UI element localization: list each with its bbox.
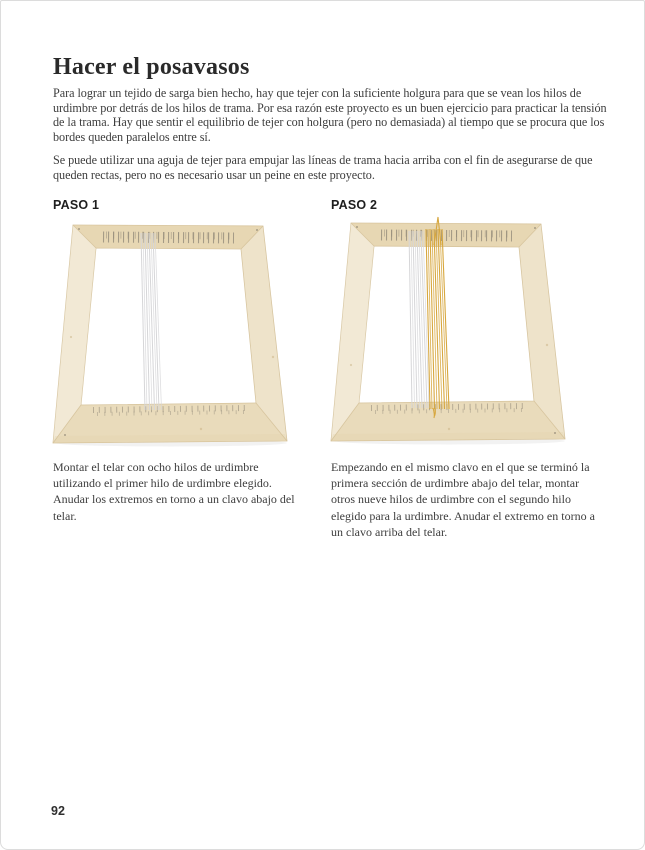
loom-frame-illustration-step-2 bbox=[329, 215, 569, 445]
page-title: Hacer el posavasos bbox=[53, 54, 250, 80]
intro-paragraph-2: Se puede utilizar una aguja de tejer para empujar las líneas de trama hacia arriba con el fin de asegurarse de que queden rectas, pero no es necesario usar un peine en este proyecto. bbox=[53, 153, 593, 182]
step-2-caption: Empezando en el mismo clavo en el que se terminó la primera sección de urdimbre abajo del telar, montar otros nueve hilos de urdimbre con el segundo hilo elegido para la urdimbre. Anudar el extremo en torno a un clavo arriba del telar. bbox=[331, 460, 595, 539]
step-1-label: PASO 1 bbox=[53, 198, 100, 212]
step-2-photo bbox=[329, 215, 569, 445]
step-1-caption: Montar el telar con ocho hilos de urdimbre utilizando el primer hilo de urdimbre elegido. Anudar los extremos en torno a un clavo abajo del telar. bbox=[53, 460, 295, 523]
step-2-label: PASO 2 bbox=[331, 198, 378, 212]
loom-frame-illustration-step-1 bbox=[51, 217, 291, 447]
step-1-photo bbox=[51, 217, 291, 447]
intro-paragraph-1: Para lograr un tejido de sarga bien hecho, hay que tejer con la suficiente holgura para que se vean los hilos de urdimbre por detrás de los hilos de trama. Por esa razón este proyecto es un buen ejercicio para practicar la tensión de la trama. Hay que sentir el equilibrio de tejer con holgura (pero no demasiada) al tiempo que se procura que los bordes queden paralelos entre sí. bbox=[53, 86, 607, 144]
page-number: 92 bbox=[51, 804, 65, 818]
